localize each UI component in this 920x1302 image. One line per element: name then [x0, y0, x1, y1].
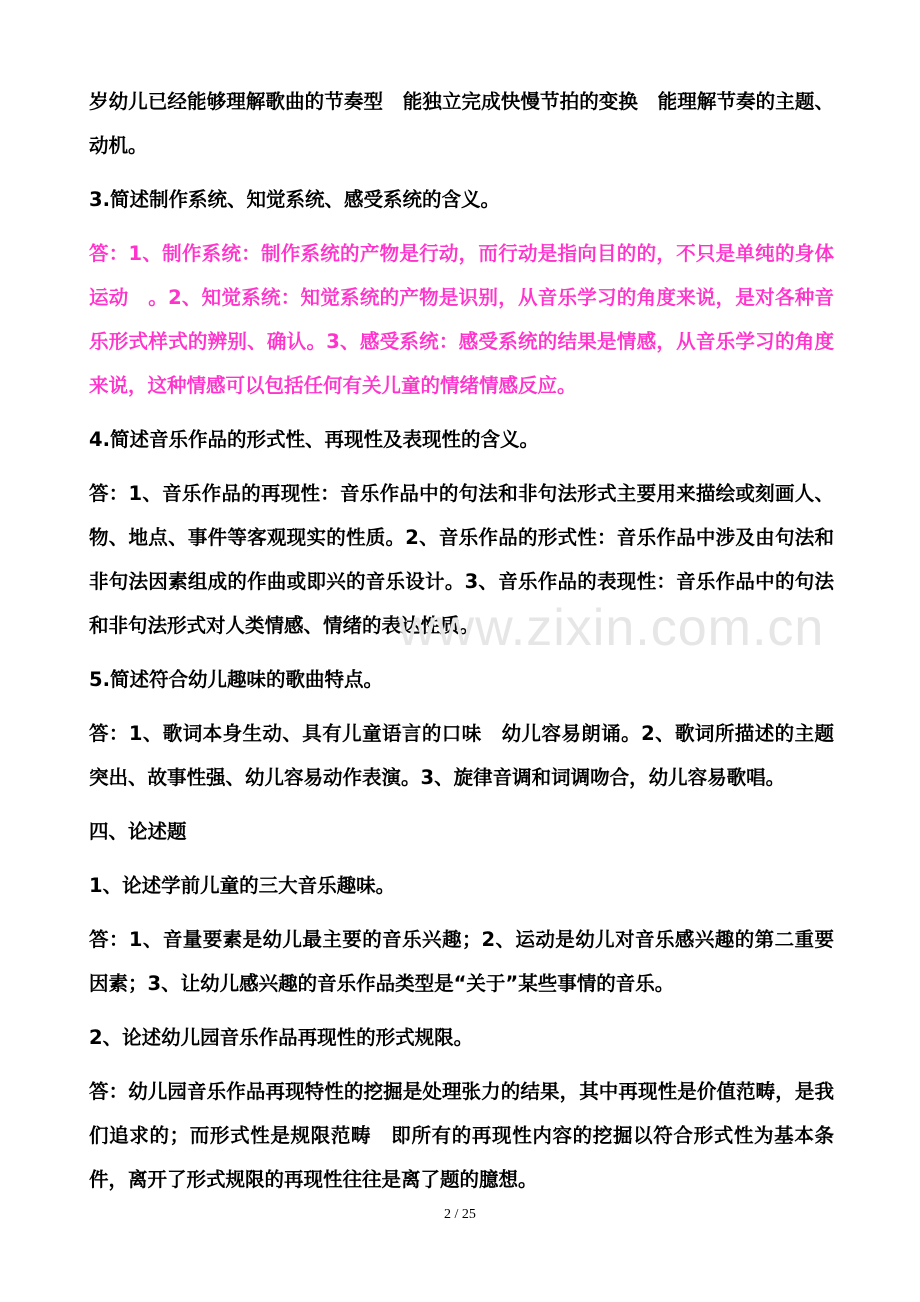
essay-question-1: 1、论述学前儿童的三大音乐趣味。: [89, 874, 396, 897]
paragraph-continuation: 岁幼儿已经能够理解歌曲的节奏型 能独立完成快慢节拍的变换 能理解节奏的主题、动机。: [89, 90, 834, 157]
answer-3-highlighted: 答：1、制作系统：制作系统的产物是行动，而行动是指向目的的，不只是单纯的身体运动 。2、知觉系统：知觉系统的产物是识别，从音乐学习的角度来说，是对各种音乐形式样式的辨别、确认。3、感受系统：感受系统的结果是情感，从音乐学习的角度来说，这种情感可以包括任何有关儿童的情绪情感反应。: [89, 242, 834, 397]
answer-5: 答：1、歌词本身生动、具有儿童语言的口味 幼儿容易朗诵。2、歌词所描述的主题突出、故事性强、幼儿容易动作表演。3、旋律音调和词调吻合，幼儿容易歌唱。: [89, 722, 834, 789]
answer-4: 答：1、音乐作品的再现性：音乐作品中的句法和非句法形式主要用来描绘或刻画人、物、地点、事件等客观现实的性质。2、音乐作品的形式性：音乐作品中涉及由句法和非句法因素组成的作曲或即兴的音乐设计。3、音乐作品的表现性：音乐作品中的句法和非句法形式对人类情感、情绪的表达性质。: [89, 482, 834, 637]
question-3: 3.简述制作系统、知觉系统、感受系统的含义。: [89, 188, 500, 211]
question-5: 5.简述符合幼儿趣味的歌曲特点。: [89, 668, 383, 691]
watermark: www.zixin.com.cn: [398, 599, 825, 657]
section-heading: 四、论述题: [89, 820, 187, 843]
essay-answer-1: 答：1、音量要素是幼儿最主要的音乐兴趣；2、运动是幼儿对音乐感兴趣的第二重要因素；3、让幼儿感兴趣的音乐作品类型是“关于”某些事情的音乐。: [89, 928, 834, 995]
page-number: 2 / 25: [444, 1207, 476, 1222]
essay-question-2: 2、论述幼儿园音乐作品再现性的形式规限。: [89, 1026, 474, 1049]
essay-answer-2: 答：幼儿园音乐作品再现特性的挖掘是处理张力的结果，其中再现性是价值范畴，是我们追求的；而形式性是规限范畴 即所有的再现性内容的挖掘以符合形式性为基本条件，离开了形式规限的再现性往往是离了题的臆想。: [89, 1080, 834, 1191]
document-body: [89, 80, 834, 1212]
question-4: 4.简述音乐作品的形式性、再现性及表现性的含义。: [89, 428, 539, 451]
